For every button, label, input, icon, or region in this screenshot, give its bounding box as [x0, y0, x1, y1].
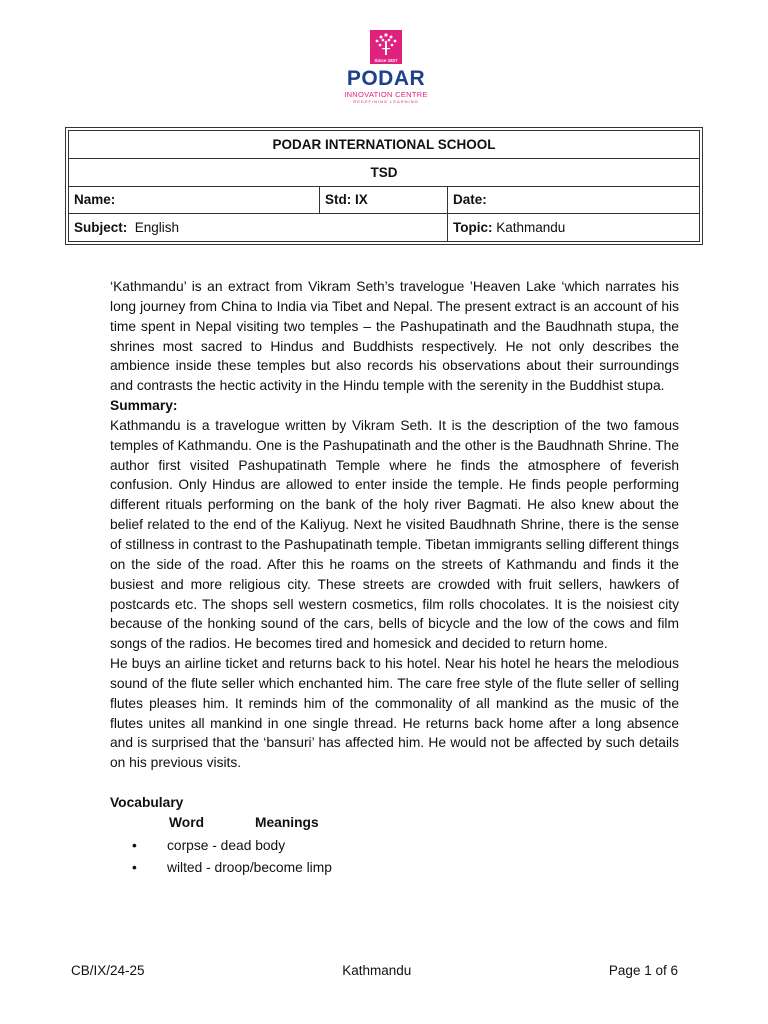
vocabulary-section [110, 793, 679, 879]
logo-name: PODAR [346, 67, 426, 90]
intro-paragraph: ‘Kathmandu’ is an extract from Vikram Seth’s travelogue ’Heaven Lake ‘which narrates his long journey from China to India via Tibet and Nepal. The present extract is an account of his time spent in Nepal visiting two temples – the Pashupatinath and the Baudhnath stupa, the shrines most sacred to Hindus and Buddhists respectively. He not only describes the ambience inside these temples but also records his observations about their surroundings and contrasts the hectic activity in the Hindu temple with the serenity in the Buddhist stupa. [110, 279, 679, 394]
document-code: TSD [69, 158, 700, 186]
page-number: Page 1 of 6 [608, 963, 678, 978]
logo-subtitle: INNOVATION CENTRE [344, 90, 428, 99]
topic-cell [448, 214, 700, 242]
school-name: PODAR INTERNATIONAL SCHOOL [69, 131, 700, 159]
name-label: Name: [74, 192, 116, 208]
main-content [110, 277, 679, 879]
date-cell [448, 186, 700, 214]
page-footer [71, 963, 678, 978]
date-label: Date: [453, 192, 487, 208]
word-column-label: Word [169, 814, 204, 830]
topic-label: Topic: [453, 220, 493, 236]
meaning-column-label: Meanings [255, 814, 319, 830]
tree-logo-icon [370, 30, 402, 64]
summary-paragraph-2: He buys an airline ticket and returns back to his hotel. Near his hotel he hears the melodious sound of the flute seller which enchanted him. The care free style of the flute seller of selling flutes pleases him. It reminds him of the commonality of all mankind as the music of the flutes unites all mankind in one single thread. He returns back home after a long absence and is surprised that the ‘bansuri’ has affected him. He would not be affected by such details on his previous visits. [110, 656, 679, 771]
summary-paragraph-1: Kathmandu is a travelogue written by Vikram Seth. It is the description of the two famous temples of Kathmandu. One is the Pashupatinath and the other is the Baudhnath Shrine. The author first visited Pashupatinath Temple where he finds the atmosphere of feverish confusion. Only Hindus are allowed to enter inside the temple. He finds people performing different rituals performing on the bank of the holy river Bagmati. He also knew about the belief related to the end of the Kaliyug. Next he visited Baudhnath Shrine, there is the sense of stillness in contrast to the Pashupatinath temple. Tibetan immigrants selling different things on the side of the road. After this he roams on the streets of Kathmandu and finds it the busiest and more religious city. These streets are crowded with fruit sellers, hawkers of postcards etc. The shops sell western cosmetics, film rolls chocolates. It is the noisiest city because of the honking sound of the cars, bells of bicycle and the low of the cows and film songs of the radios. He becomes tired and homesick and decided to return home. [110, 417, 679, 652]
vocabulary-item: • wilted - droop/become limp [110, 857, 679, 879]
footer-title: Kathmandu [342, 963, 412, 978]
subject-cell [69, 214, 448, 242]
logo-since: Since 1927 [374, 58, 398, 63]
topic-value: Kathmandu [496, 220, 566, 236]
subject-label: Subject: [74, 220, 128, 236]
header-table [65, 127, 703, 245]
std-value: IX [355, 192, 368, 208]
vocabulary-item: • corpse - dead body [110, 835, 679, 857]
std-label: Std: [325, 192, 352, 208]
vocabulary-heading: Vocabulary [110, 795, 184, 811]
summary-heading: Summary: [110, 398, 178, 414]
logo-tagline: REDEFINING LEARNING [353, 99, 419, 104]
vocabulary-columns [110, 813, 679, 833]
vocabulary-list [110, 835, 679, 879]
std-cell [320, 186, 448, 214]
subject-value: English [134, 220, 180, 236]
footer-code: CB/IX/24-25 [71, 963, 145, 978]
school-logo [336, 30, 436, 112]
name-cell [69, 186, 320, 214]
